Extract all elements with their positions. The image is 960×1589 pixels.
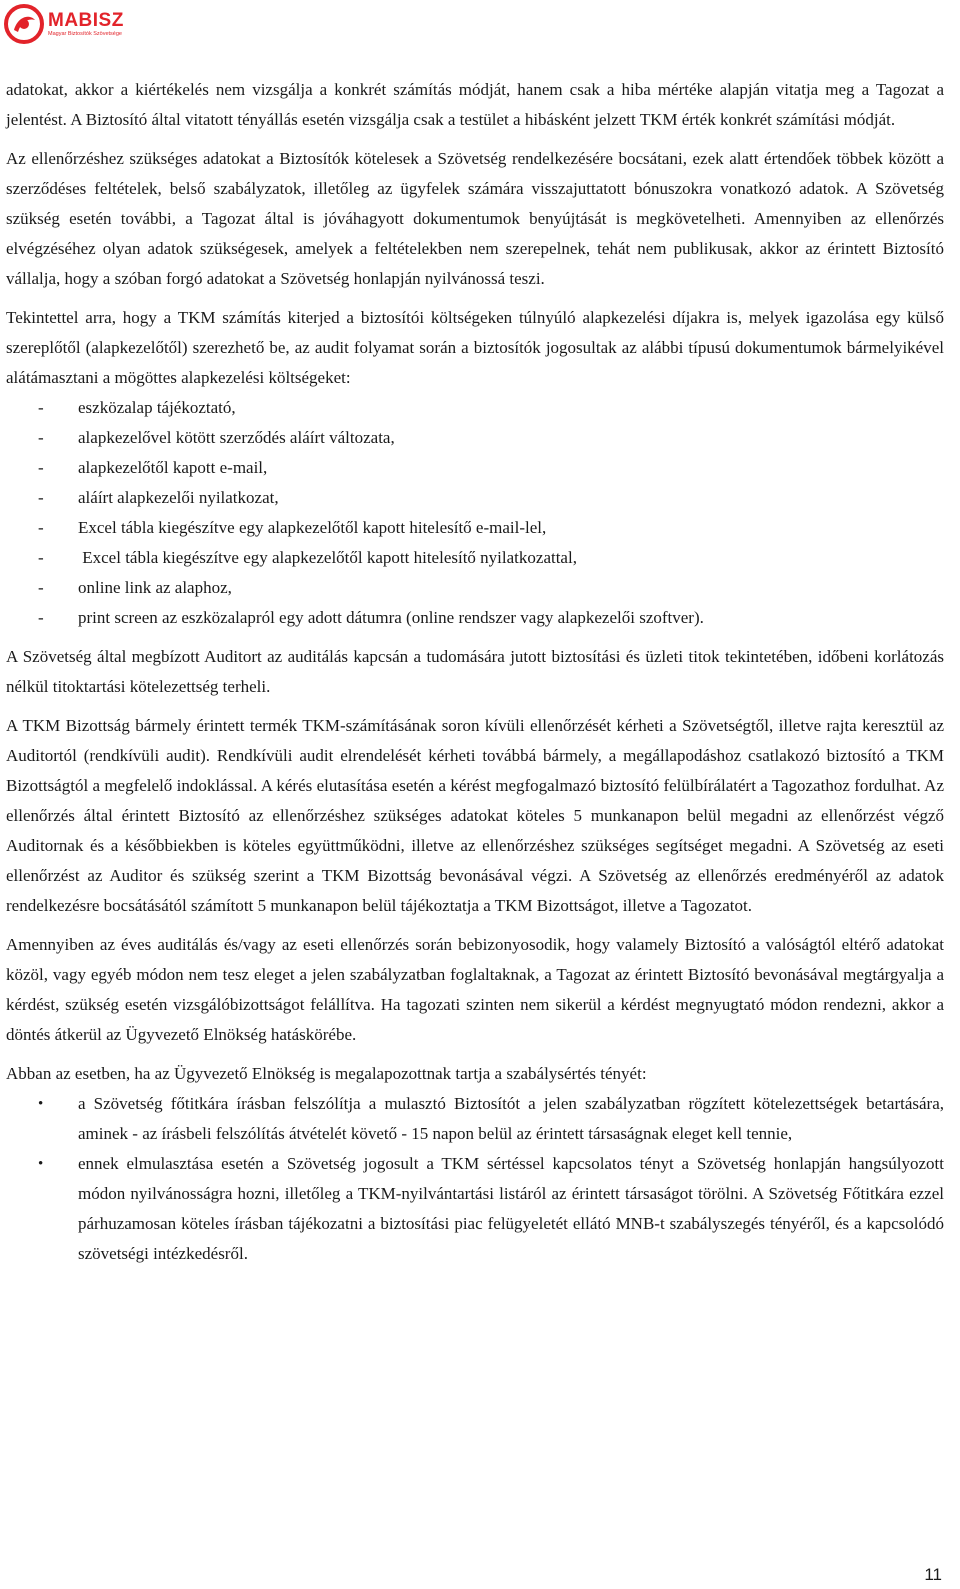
list-item: • ennek elmulasztása esetén a Szövetség jogosult a TKM sértéssel kapcsolatos tényt a Szövetség honlapján hangsúlyozott módon nyilvánosságra hozni, illetőleg a TKM-nyilvántartási listáról az érintett társaságot törölni. A Szövetség Főtitkára ezzel párhuzamosan köteles írásban tájékozatni a biztosítási piac felügyeletét ellátó MNB-t szabályszegés tényéről, és a kapcsolódó szövetségi intézkedésről. [6,1149,944,1269]
document-types-list [6,393,944,633]
list-item: - alapkezelővel kötött szerződés aláírt változata, [6,423,944,453]
paragraph: Amennyiben az éves auditálás és/vagy az eseti ellenőrzés során bebizonyosodik, hogy valamely Biztosító a valóságtól eltérő adatokat közöl, vagy egyéb módon nem tesz eleget a jelen szabályzatban foglaltaknak, a Tagozat az érintett Biztosító bevonásával megtárgyalja a kérdést, szükség esetén vizsgálóbizottságot felállítva. Ha tagozati szinten nem sikerül a kérdést megnyugtató módon rendezni, akkor a döntés átkerül az Ügyvezető Elnökség hatáskörébe. [6,935,944,1044]
list-item: • a Szövetség főtitkára írásban felszólítja a mulasztó Biztosítót a jelen szabályzatban rögzített kötelezettségek betartására, aminek - az írásbeli felszólítás átvételét követő - 15 napon belül az érintett társaságnak eleget kell tennie, [6,1089,944,1149]
list-item: - alapkezelőtől kapott e-mail, [6,453,944,483]
dash-marker: - [38,428,44,447]
dash-marker: - [38,578,44,597]
list-item: - online link az alaphoz, [6,573,944,603]
paragraph: Az ellenőrzéshez szükséges adatokat a Biztosítók kötelesek a Szövetség rendelkezésére bocsátani, ezek alatt értendőek többek között a szerződéses feltételek, belső szabályzatok, illetőleg az ügyfelek számára visszajuttatott bónuszokra vonatkozó adatok. A Szövetség szükség esetén további, a Tagozat által is jóváhagyott dokumentumok benyújtását is megkövetelheti. Amennyiben az ellenőrzés elvégzéséhez olyan adatok szükségesek, amelyek a feltételekben nem szerepelnek, tehát nem publikusak, akkor az érintett Biztosító vállalja, hogy a szóban forgó adatokat a Szövetség honlapján nyilvánossá teszi. [6,149,944,288]
dash-marker: - [38,398,44,417]
dash-marker: - [38,518,44,537]
paragraph: A TKM Bizottság bármely érintett termék TKM-számításának soron kívüli ellenőrzését kérheti a Szövetségtől, illetve rajta keresztül az Auditortól (rendkívüli audit). Rendkívüli audit elrendelését kérheti továbbá bármely, a megállapodáshoz csatlakozó biztosító a TKM Bizottságtól a megfelelő indoklással. A kérés elutasítása esetén a kérést megfogalmazó biztosító felülbírálatért a Tagozathoz fordulhat. Az ellenőrzés által érintett Biztosító az ellenőrzéshez szükséges adatokat köteles 5 munkanapon belül megadni az ellenőrzést végző Auditornak és a későbbiekben is köteles együttműködni, illetve az ellenőrzéshez szükséges segítséget megadni. A Szövetség az eseti ellenőrzést az Auditor és szükség szerint a TKM Bizottság bevonásával végzi. A Szövetség az ellenőrzés eredményéről az adatok rendelkezésre bocsátásától számított 5 munkanapon belül tájékoztatja a TKM Bizottságot, illetve a Tagozatot. [6,716,944,915]
paragraph: adatokat, akkor a kiértékelés nem vizsgálja a konkrét számítás módját, hanem csak a hiba mértéke alapján vitatja meg a Tagozat a jelentést. A Biztosító által vitatott tényállás esetén vizsgálja csak a testület a hibásként jelzett TKM érték konkrét számítási módját. [6,80,944,129]
dash-marker: - [38,458,44,477]
bullet-marker: • [38,1096,44,1112]
logo-subtitle: Magyar Biztosítók Szövetsége [48,30,122,37]
list-item: - aláírt alapkezelői nyilatkozat, [6,483,944,513]
mabisz-logo [4,2,124,46]
page-number: 11 [924,1565,942,1584]
paragraph: A Szövetség által megbízott Auditort az auditálás kapcsán a tudomására jutott biztosítási és üzleti titok tekintetében, időbeni korlátozás nélkül titoktartási kötelezettség terheli. [6,647,944,696]
list-item: - Excel tábla kiegészítve egy alapkezelőtől kapott hitelesítő nyilatkozattal, [6,543,944,573]
paragraph: Abban az esetben, ha az Ügyvezető Elnökség is megalapozottnak tartja a szabálysértés tényét: [6,1064,647,1083]
sanctions-list [6,1089,944,1269]
list-item: - Excel tábla kiegészítve egy alapkezelőtől kapott hitelesítő e-mail-lel, [6,513,944,543]
logo-name: MABISZ [48,9,124,31]
list-item: - print screen az eszközalapról egy adott dátumra (online rendszer vagy alapkezelői szoftver). [6,603,944,633]
mabisz-logo-icon [4,4,44,44]
dash-marker: - [38,608,44,627]
dash-marker: - [38,548,44,567]
bullet-marker: • [38,1156,44,1172]
list-item: - eszközalap tájékoztató, [6,393,944,423]
paragraph: Tekintettel arra, hogy a TKM számítás kiterjed a biztosítói költségeken túlnyúló alapkezelési díjakra is, melyek igazolása egy külső szereplőtől (alapkezelőtől) szerezhető be, az audit folyamat során a biztosítók jogosultak az alábbi típusú dokumentumok bármelyikével alátámasztani a mögöttes alapkezelési költségeket: [6,308,944,387]
dash-marker: - [38,488,44,507]
document-body [6,75,944,1278]
